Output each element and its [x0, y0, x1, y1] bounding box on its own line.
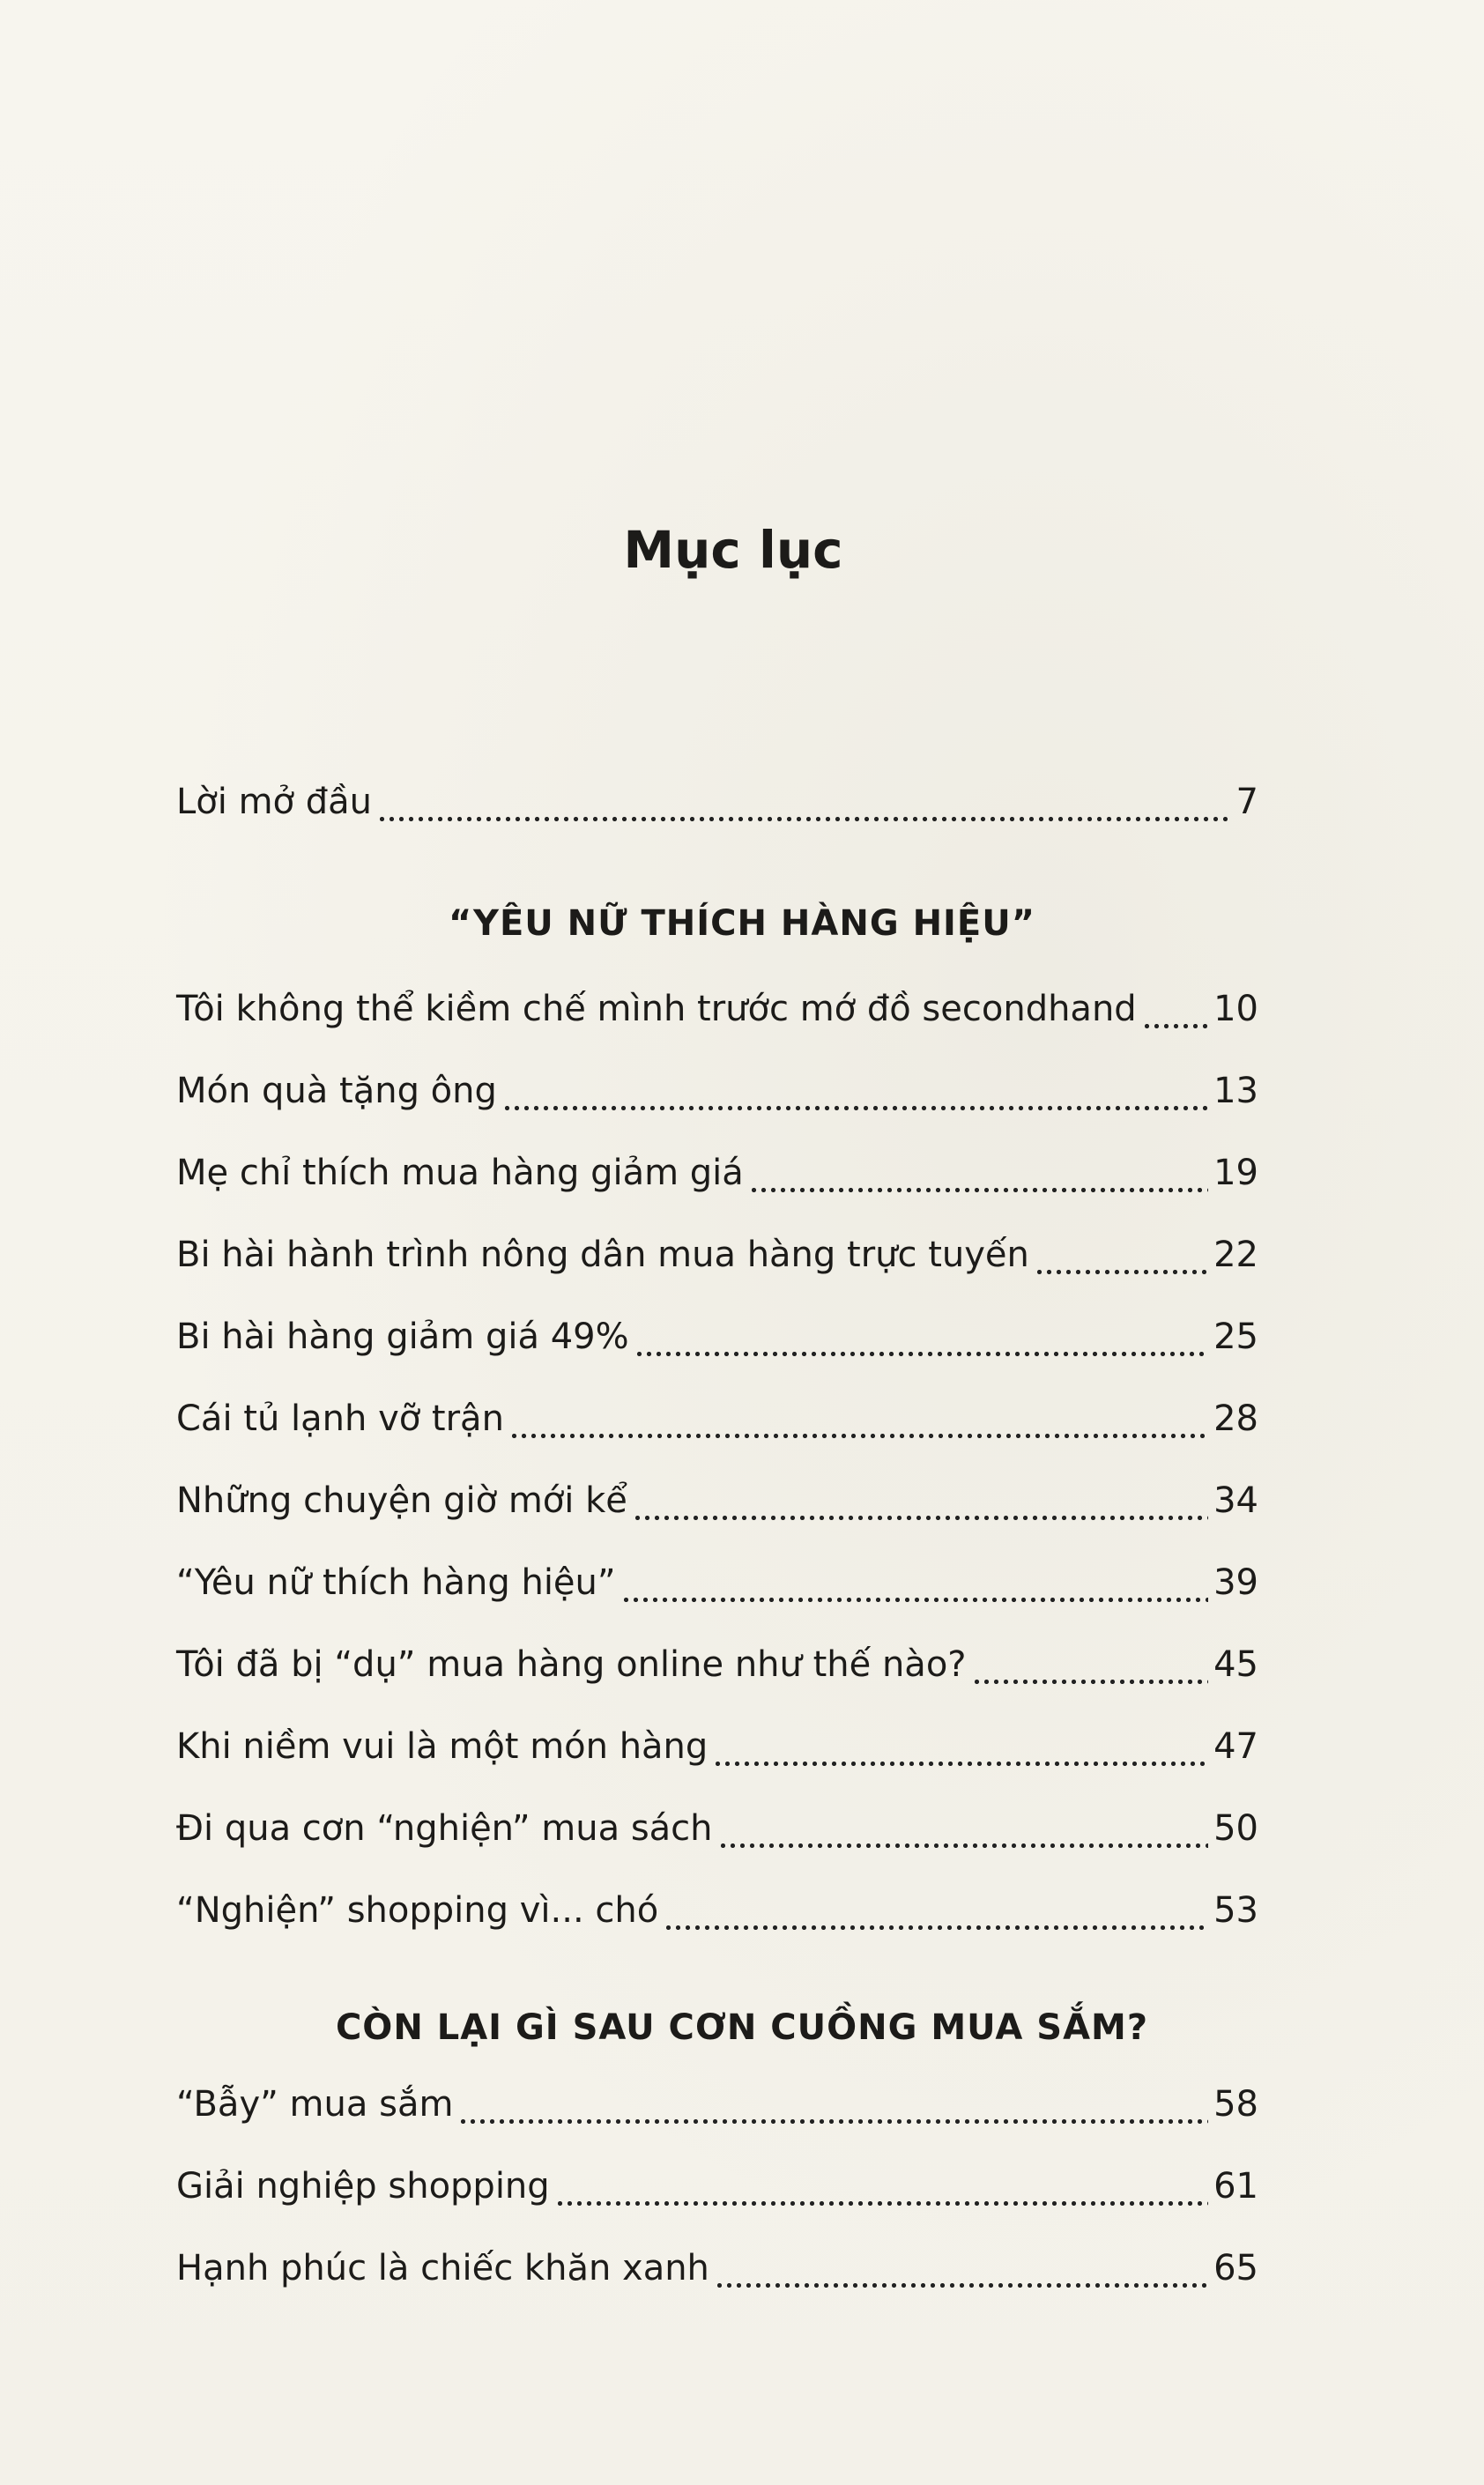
- dot-leader: [1035, 1228, 1208, 1281]
- dot-leader: [713, 1720, 1208, 1773]
- toc-entry: [176, 1392, 1258, 1445]
- toc-entry: [176, 1884, 1258, 1937]
- toc-entry-label: Bi hài hành trình nông dân mua hàng trực tuyến: [176, 1235, 1029, 1275]
- toc-entry-page: 39: [1213, 1562, 1258, 1603]
- dot-leader: [633, 1474, 1208, 1527]
- toc-entry-label: Lời mở đầu: [176, 782, 372, 822]
- toc-entry: [176, 983, 1258, 1035]
- dot-leader: [715, 2242, 1208, 2295]
- dot-leader: [502, 1064, 1208, 1117]
- toc-entry-label: Những chuyện giờ mới kể: [176, 1480, 627, 1521]
- dot-leader: [749, 1146, 1208, 1199]
- toc-entry-page: 50: [1213, 1808, 1258, 1849]
- toc-entry-page: 19: [1213, 1153, 1258, 1193]
- toc-entry-label: Tôi không thể kiềm chế mình trước mớ đồ secondhand: [176, 989, 1137, 1029]
- toc-entry: [176, 1474, 1258, 1527]
- toc-entry-page: 34: [1213, 1480, 1258, 1521]
- toc-entry-label: Món quà tặng ông: [176, 1071, 497, 1111]
- dot-leader: [621, 1556, 1208, 1609]
- toc-entry-label: Cái tủ lạnh vỡ trận: [176, 1398, 504, 1439]
- toc-entry-label: Mẹ chỉ thích mua hàng giảm giá: [176, 1153, 744, 1193]
- dot-leader: [509, 1392, 1208, 1445]
- toc-entry-label: Bi hài hàng giảm giá 49%: [176, 1317, 629, 1357]
- dot-leader: [458, 2078, 1208, 2131]
- section-heading: “YÊU NỮ THÍCH HÀNG HIỆU”: [448, 903, 1036, 944]
- dot-leader: [377, 775, 1231, 828]
- dot-leader: [634, 1310, 1208, 1363]
- toc-entry-page: 58: [1213, 2084, 1258, 2125]
- dot-leader: [718, 1802, 1209, 1855]
- toc-entry: [176, 1802, 1258, 1855]
- toc-entry-page: 10: [1213, 989, 1258, 1029]
- toc-entry: [176, 2160, 1258, 2213]
- toc-entry-intro: [176, 775, 1258, 828]
- toc-entry-label: Khi niềm vui là một món hàng: [176, 1726, 709, 1767]
- dot-leader: [664, 1884, 1208, 1937]
- toc-entry: [176, 1638, 1258, 1691]
- toc-entry-label: “Bẫy” mua sắm: [176, 2084, 454, 2125]
- toc-entry-label: Hạnh phúc là chiếc khăn xanh: [176, 2248, 709, 2288]
- toc-entry-page: 47: [1213, 1726, 1258, 1767]
- toc-entry-page: 25: [1213, 1317, 1258, 1357]
- toc-entry: [176, 1556, 1258, 1609]
- toc-entry-page: 45: [1213, 1644, 1258, 1685]
- toc-entry-label: “Nghiện” shopping vì... chó: [176, 1890, 659, 1931]
- section-heading: CÒN LẠI GÌ SAU CƠN CUỒNG MUA SẮM?: [335, 2007, 1149, 2048]
- toc-entry-page: 61: [1213, 2166, 1258, 2207]
- toc-entry: [176, 1228, 1258, 1281]
- toc-entry: [176, 1310, 1258, 1363]
- toc-entry-page: 65: [1213, 2248, 1258, 2288]
- toc-entry-page: 22: [1213, 1235, 1258, 1275]
- toc-entry-label: Đi qua cơn “nghiện” mua sách: [176, 1808, 713, 1849]
- toc-entry-page: 13: [1213, 1071, 1258, 1111]
- toc-entry: [176, 1720, 1258, 1773]
- toc-entry-label: Tôi đã bị “dụ” mua hàng online như thế nào?: [176, 1644, 967, 1685]
- page-title: Mục lục: [623, 520, 843, 580]
- toc-entry: [176, 2242, 1258, 2295]
- toc-entry-page: 7: [1235, 782, 1258, 822]
- toc-entry: [176, 1064, 1258, 1117]
- dot-leader: [972, 1638, 1209, 1691]
- dot-leader: [555, 2160, 1208, 2213]
- toc-entry-label: Giải nghiệp shopping: [176, 2166, 550, 2207]
- toc-entry-page: 53: [1213, 1890, 1258, 1931]
- toc-entry: [176, 2078, 1258, 2131]
- toc-entry-label: “Yêu nữ thích hàng hiệu”: [176, 1562, 616, 1603]
- toc-entry: [176, 1146, 1258, 1199]
- dot-leader: [1142, 983, 1208, 1035]
- toc-entry-page: 28: [1213, 1398, 1258, 1439]
